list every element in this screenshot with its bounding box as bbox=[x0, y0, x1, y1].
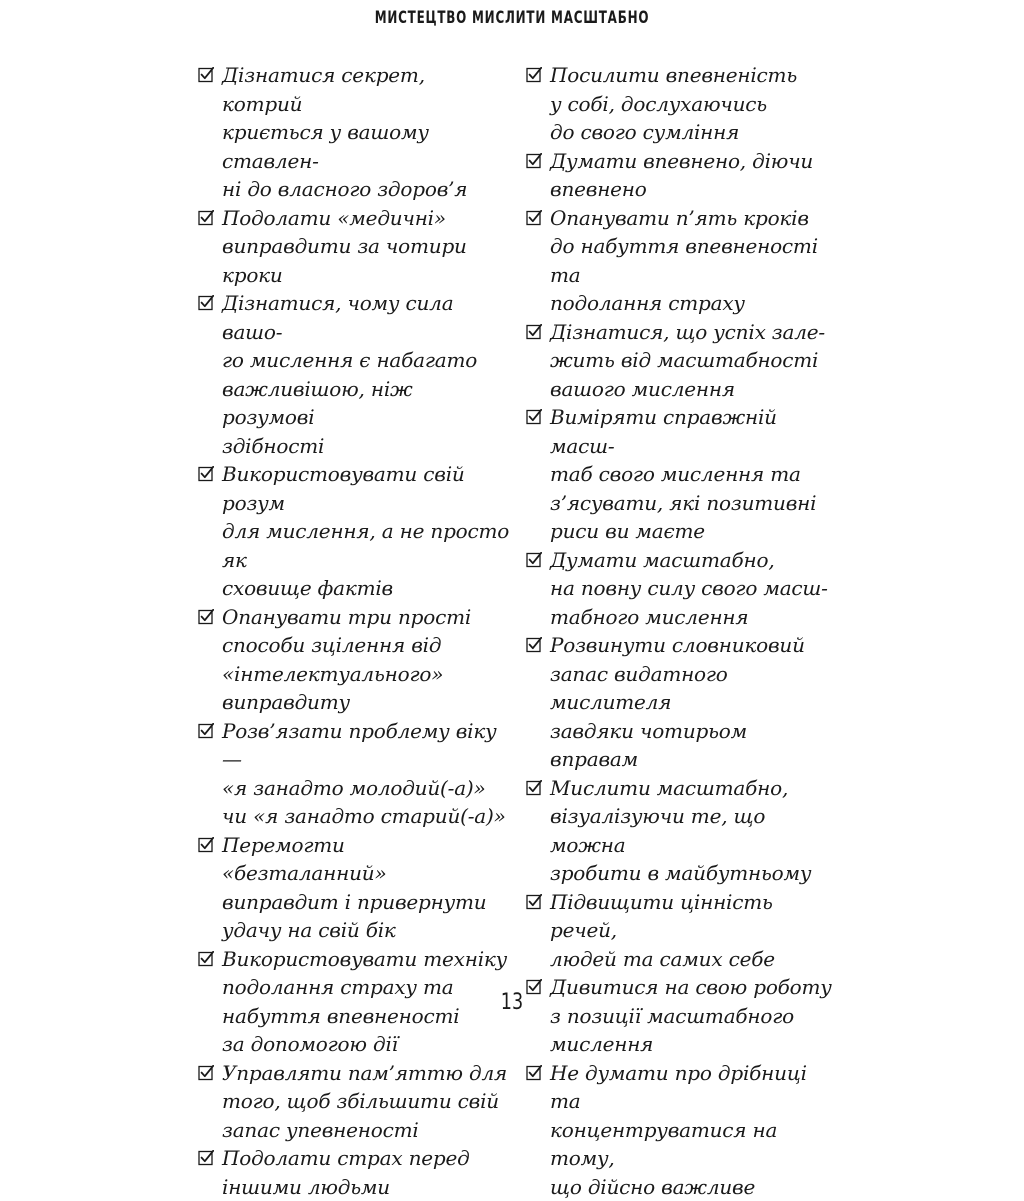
checklist-item-line: чи «я занадто старий(-а)» bbox=[222, 804, 506, 828]
checklist-item-text bbox=[550, 318, 838, 404]
checklist-item bbox=[198, 1144, 510, 1201]
checked-box-icon bbox=[198, 1144, 214, 1173]
checklist-item-text bbox=[222, 61, 510, 204]
checklist-item-line: подолання страху та bbox=[222, 975, 453, 999]
checklist-item bbox=[526, 318, 838, 404]
checklist-item-line: Не думати про дрібниці та bbox=[550, 1061, 807, 1114]
checklist-item-line: подолання страху bbox=[550, 291, 745, 315]
checklist-item-line: за допомогою дії bbox=[222, 1032, 398, 1056]
checked-box-icon bbox=[526, 1059, 542, 1088]
checklist-item-line: го мислення є набагато bbox=[222, 348, 477, 372]
checklist-item bbox=[198, 831, 510, 945]
checklist-item-line: жить від масштабності bbox=[550, 348, 818, 372]
checklist-item-text bbox=[550, 147, 838, 204]
checked-box-icon bbox=[198, 1059, 214, 1088]
checklist-item-line: виправдити за чотири bbox=[222, 234, 467, 258]
checklist-item-line: запас упевненості bbox=[222, 1118, 419, 1142]
checklist-item-line: Перемогти «безталанний» bbox=[222, 833, 386, 886]
checklist-item-line: концентруватися на тому, bbox=[550, 1118, 777, 1171]
checklist-item-line: Використовувати техніку bbox=[222, 947, 507, 971]
checklist-item-line: «я занадто молодий(-а)» bbox=[222, 776, 486, 800]
checklist-item-text bbox=[550, 1059, 838, 1201]
checklist-item bbox=[198, 603, 510, 717]
checklist-item-line: Подолати страх перед bbox=[222, 1146, 470, 1170]
checklist-item-text bbox=[550, 973, 838, 1059]
checklist-item bbox=[198, 204, 510, 290]
checklist-item bbox=[526, 403, 838, 546]
checklist-item-line: Управляти пам’яттю для bbox=[222, 1061, 507, 1085]
checklist-item-line: до набуття впевненості та bbox=[550, 234, 818, 287]
checklist-item-line: Посилити впевненість bbox=[550, 63, 797, 87]
checklist-item-line: візуалізуючи те, що можна bbox=[550, 804, 765, 857]
checklist-item bbox=[198, 289, 510, 460]
checklist-item-line: вашого мислення bbox=[550, 377, 735, 401]
checklist-item-line: з’ясувати, які позитивні bbox=[550, 491, 816, 515]
checklist-item-line: ні до власного здоров’я bbox=[222, 177, 467, 201]
checklist-item-line: Опанувати п’ять кроків bbox=[550, 206, 809, 230]
checklist-item-text bbox=[550, 631, 838, 774]
checklist-item bbox=[526, 774, 838, 888]
checklist-left-column bbox=[198, 61, 510, 1201]
checklist-item bbox=[526, 888, 838, 974]
checked-box-icon bbox=[526, 318, 542, 347]
checklist-item-line: Виміряти справжній масш- bbox=[550, 405, 777, 458]
checklist-item-line: мислення bbox=[550, 1032, 653, 1056]
checked-box-icon bbox=[526, 631, 542, 660]
checked-box-icon bbox=[198, 61, 214, 90]
checklist-item-text bbox=[222, 1144, 510, 1201]
checklist bbox=[198, 61, 838, 1201]
page-number: 13 bbox=[102, 990, 921, 1015]
checklist-item-line: Дізнатися, чому сила вашо- bbox=[222, 291, 453, 344]
checklist-item-text bbox=[222, 603, 510, 717]
checklist-item-line: того, щоб збільшити свій bbox=[222, 1089, 499, 1113]
checked-box-icon bbox=[526, 403, 542, 432]
checklist-item-text bbox=[550, 61, 838, 147]
checklist-item-line: запас видатного мислителя bbox=[550, 662, 728, 715]
checklist-item-line: до свого сумління bbox=[550, 120, 739, 144]
checklist-item-line: табного мислення bbox=[550, 605, 748, 629]
checklist-item-line: Подолати «медичні» bbox=[222, 206, 446, 230]
checked-box-icon bbox=[198, 945, 214, 974]
checklist-item bbox=[526, 204, 838, 318]
checklist-item bbox=[526, 973, 838, 1059]
checklist-item-line: здібності bbox=[222, 434, 324, 458]
checklist-item-line: Дивитися на свою роботу bbox=[550, 975, 832, 999]
checklist-item-line: способи зцілення від bbox=[222, 633, 441, 657]
checked-box-icon bbox=[526, 147, 542, 176]
checklist-item-line: Розв’язати проблему віку — bbox=[222, 719, 497, 772]
checklist-item-line: іншими людьми bbox=[222, 1175, 390, 1199]
checked-box-icon bbox=[526, 546, 542, 575]
checked-box-icon bbox=[198, 289, 214, 318]
checklist-right-column bbox=[526, 61, 838, 1201]
checklist-item-line: у собі, дослухаючись bbox=[550, 92, 767, 116]
checklist-item-line: завдяки чотирьом вправам bbox=[550, 719, 747, 772]
checklist-item-text bbox=[550, 888, 838, 974]
checklist-item-line: з позиції масштабного bbox=[550, 1004, 794, 1028]
checklist-item-line: Використовувати свій розум bbox=[222, 462, 465, 515]
checklist-item-line: Мислити масштабно, bbox=[550, 776, 788, 800]
checklist-item-line: впевнено bbox=[550, 177, 647, 201]
checklist-item-line: кроки bbox=[222, 263, 283, 287]
checklist-item-line: риси ви маєте bbox=[550, 519, 705, 543]
checklist-item-line: на повну силу свого масш- bbox=[550, 576, 828, 600]
checklist-item-line: Думати масштабно, bbox=[550, 548, 775, 572]
checked-box-icon bbox=[198, 204, 214, 233]
checked-box-icon bbox=[526, 774, 542, 803]
checklist-item bbox=[526, 631, 838, 774]
checklist-item-line: що дійсно важливе bbox=[550, 1175, 755, 1199]
checklist-item-line: зробити в майбутньому bbox=[550, 861, 811, 885]
checklist-item-line: Розвинути словниковий bbox=[550, 633, 805, 657]
checklist-item-line: виправдит і привернути bbox=[222, 890, 486, 914]
checklist-item bbox=[198, 61, 510, 204]
checklist-item-line: Думати впевнено, діючи bbox=[550, 149, 813, 173]
checklist-item bbox=[526, 1059, 838, 1201]
checklist-item-line: удачу на свій бік bbox=[222, 918, 396, 942]
checked-box-icon bbox=[526, 888, 542, 917]
checklist-item-line: Дізнатися секрет, котрий bbox=[222, 63, 425, 116]
checklist-item-line: таб свого мислення та bbox=[550, 462, 801, 486]
checklist-item bbox=[526, 61, 838, 147]
checked-box-icon bbox=[198, 603, 214, 632]
checklist-item-text bbox=[222, 204, 510, 290]
checklist-item bbox=[198, 717, 510, 831]
checklist-item-text bbox=[550, 774, 838, 888]
checklist-item-text bbox=[222, 717, 510, 831]
checklist-item-line: Дізнатися, що успіх зале- bbox=[550, 320, 825, 344]
checklist-item bbox=[526, 546, 838, 632]
checklist-item-line: сховище фактів bbox=[222, 576, 393, 600]
checked-box-icon bbox=[198, 717, 214, 746]
checklist-item-line: «інтелектуального» bbox=[222, 662, 443, 686]
checklist-item-text bbox=[222, 289, 510, 460]
checklist-item-line: для мислення, а не просто як bbox=[222, 519, 509, 572]
checked-box-icon bbox=[526, 204, 542, 233]
checklist-item-line: Підвищити цінність речей, bbox=[550, 890, 773, 943]
checklist-item-text bbox=[222, 460, 510, 603]
checklist-item-line: набуття впевненості bbox=[222, 1004, 459, 1028]
checked-box-icon bbox=[526, 61, 542, 90]
checklist-item-text bbox=[222, 1059, 510, 1145]
checklist-item-text bbox=[550, 403, 838, 546]
running-header: МИСТЕЦТВО МИСЛИТИ МАСШТАБНО bbox=[113, 8, 912, 28]
checklist-item-text bbox=[550, 204, 838, 318]
checklist-item bbox=[526, 147, 838, 204]
checklist-item bbox=[198, 460, 510, 603]
checklist-item-text bbox=[222, 831, 510, 945]
checklist-item-line: важливішою, ніж розумові bbox=[222, 377, 413, 430]
checked-box-icon bbox=[198, 831, 214, 860]
checklist-item bbox=[198, 1059, 510, 1145]
checked-box-icon bbox=[198, 460, 214, 489]
checklist-item-line: Опанувати три прості bbox=[222, 605, 471, 629]
checklist-item-line: виправдиту bbox=[222, 690, 350, 714]
checklist-item-line: криється у вашому ставлен- bbox=[222, 120, 429, 173]
checklist-item-line: людей та самих себе bbox=[550, 947, 775, 971]
checklist-item-text bbox=[550, 546, 838, 632]
